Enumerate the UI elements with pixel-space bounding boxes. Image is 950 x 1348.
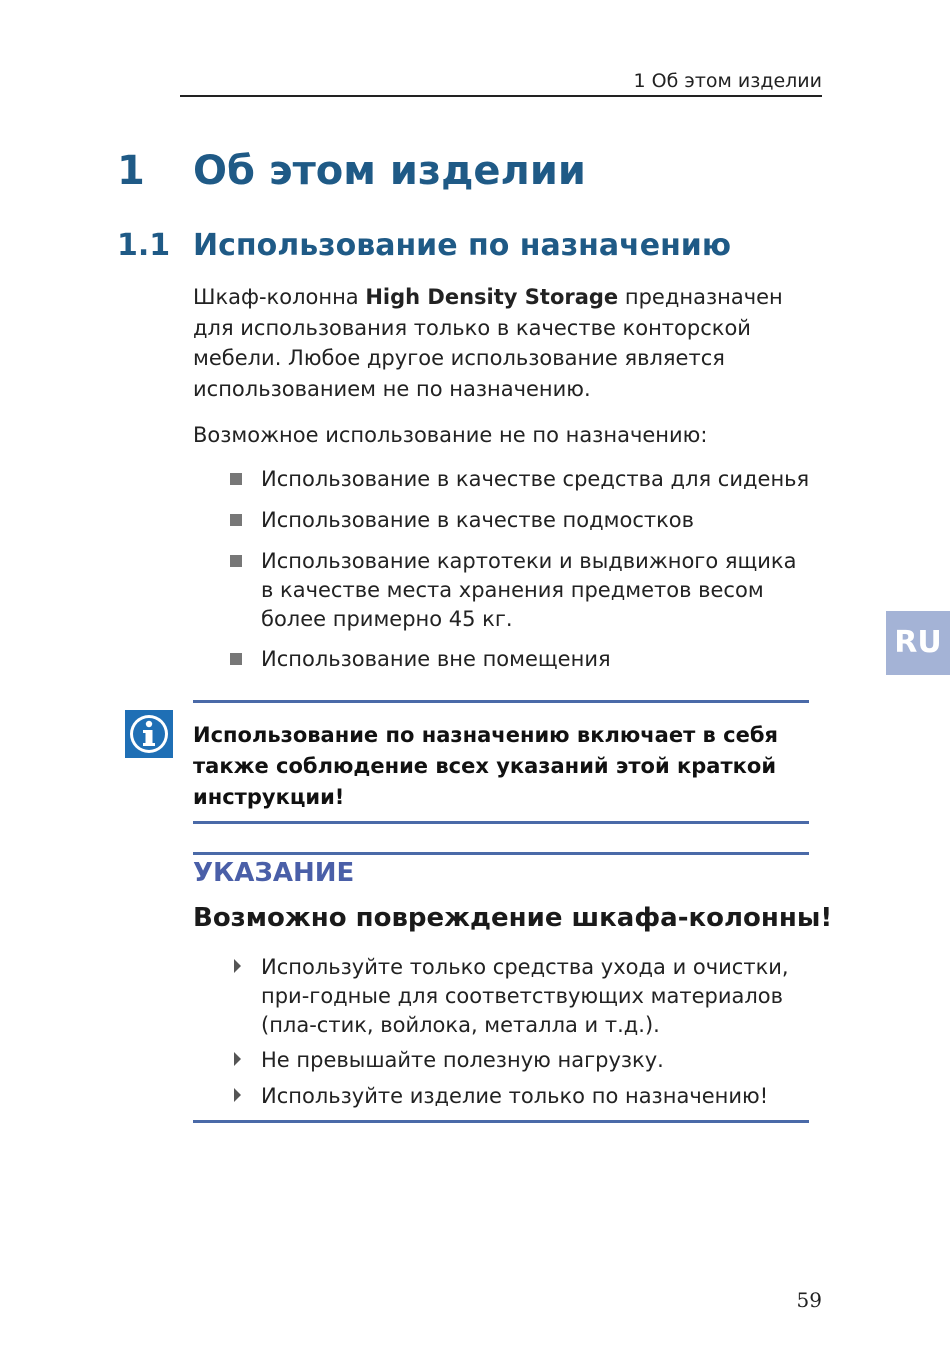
square-bullet-icon bbox=[230, 514, 242, 526]
notice-list bbox=[230, 953, 820, 1040]
square-bullet-icon bbox=[230, 473, 242, 485]
intro-pre: Шкаф-колонна bbox=[193, 285, 366, 309]
misuse-list bbox=[230, 506, 810, 535]
info-text: Использование по назначению включает в себя также соблюдение всех указаний этой краткой инструкции! bbox=[193, 723, 778, 809]
list-item: Используйте изделие только по назначению! bbox=[230, 1082, 820, 1111]
running-header: 1 Об этом изделии bbox=[633, 70, 822, 92]
list-item: Не превышайте полезную нагрузку. bbox=[230, 1046, 820, 1075]
intro-post: предназначен для использования только в качестве конторской мебели. Любое другое использование является использованием не по назначению. bbox=[193, 285, 783, 401]
list-item: Использование в качестве средства для сиденья bbox=[230, 465, 810, 494]
section-title: Использование по назначению bbox=[193, 228, 731, 263]
info-icon bbox=[125, 710, 173, 758]
notice-list bbox=[230, 1046, 820, 1075]
notice-bottom-rule bbox=[193, 1120, 809, 1123]
notice-list bbox=[230, 1082, 820, 1111]
notice-title: Возможно повреждение шкафа-колонны! bbox=[193, 903, 833, 933]
notice-label: УКАЗАНИЕ bbox=[193, 858, 355, 888]
arrow-bullet-icon bbox=[234, 1088, 241, 1102]
section-number: 1.1 bbox=[117, 228, 171, 263]
page-number: 59 bbox=[796, 1288, 822, 1312]
misuse-list bbox=[230, 465, 810, 494]
chapter-title: Об этом изделии bbox=[193, 148, 586, 194]
misuse-intro: Возможное использование не по назначению: bbox=[193, 423, 708, 447]
info-box-bottom-rule bbox=[193, 821, 809, 824]
language-tab: RU bbox=[886, 611, 950, 675]
list-item: Используйте только средства ухода и очистки, при-годные для соответствующих материалов (пла-стик, войлока, металла и т.д.). bbox=[230, 953, 820, 1040]
info-box-top-rule bbox=[193, 700, 809, 703]
intro-paragraph bbox=[193, 282, 813, 404]
arrow-bullet-icon bbox=[234, 959, 241, 973]
square-bullet-icon bbox=[230, 555, 242, 567]
square-bullet-icon bbox=[230, 653, 242, 665]
list-item: Использование в качестве подмостков bbox=[230, 506, 810, 535]
list-item: Использование вне помещения bbox=[230, 645, 810, 674]
arrow-bullet-icon bbox=[234, 1052, 241, 1066]
list-item: Использование картотеки и выдвижного ящика в качестве места хранения предметов весом более примерно 45 кг. bbox=[230, 547, 810, 634]
misuse-list bbox=[230, 645, 810, 674]
misuse-list bbox=[230, 547, 810, 634]
header-rule bbox=[180, 95, 822, 97]
chapter-number: 1 bbox=[117, 148, 145, 194]
notice-top-rule bbox=[193, 852, 809, 855]
product-name: High Density Storage bbox=[365, 285, 619, 309]
